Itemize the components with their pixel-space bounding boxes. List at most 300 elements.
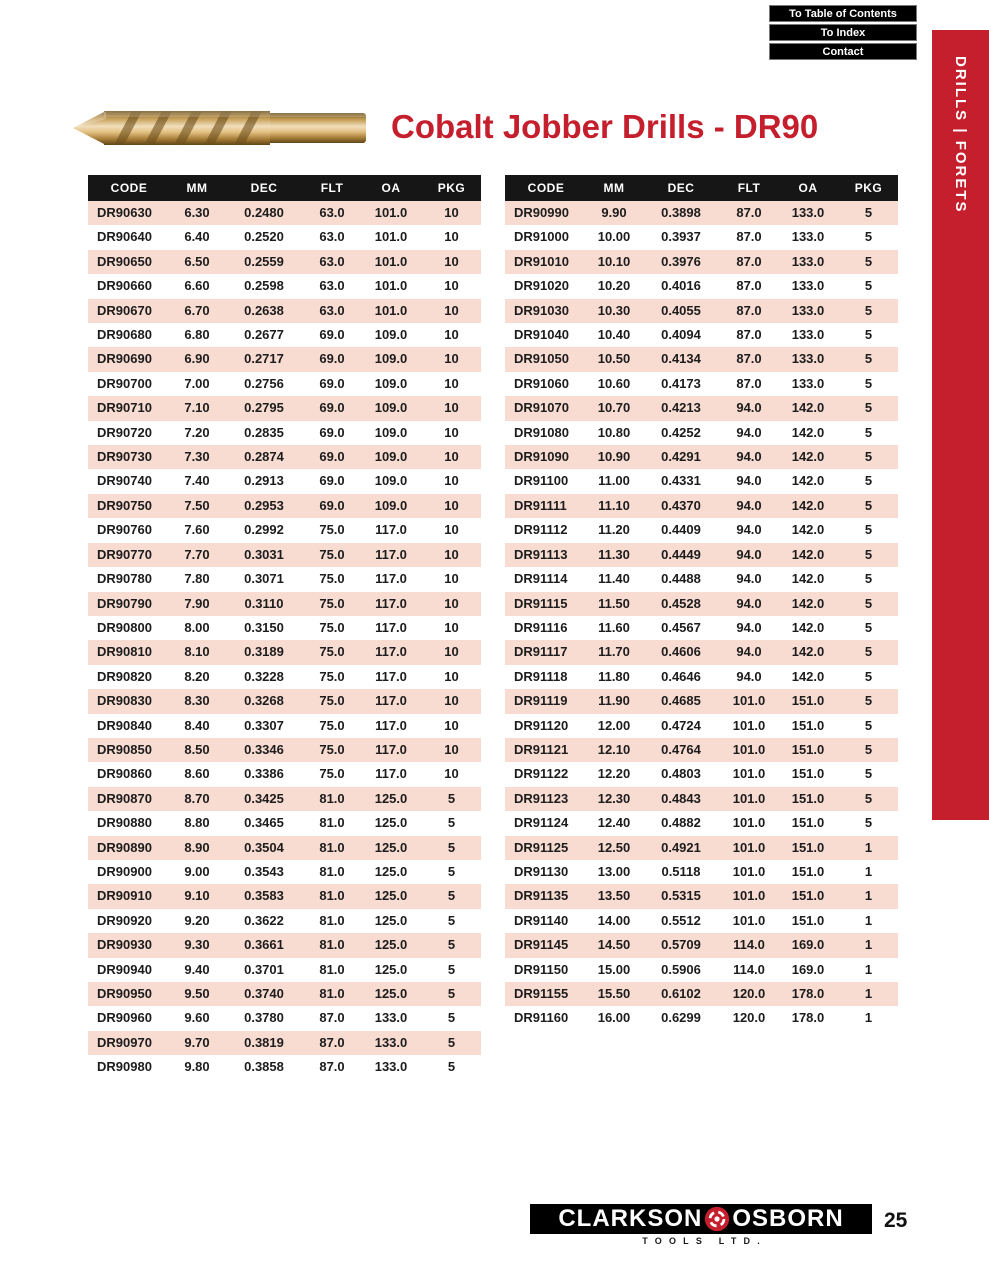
table-cell: 69.0 xyxy=(319,400,345,416)
table-cell: 142.0 xyxy=(791,668,825,684)
table-cell: 15.50 xyxy=(597,986,631,1001)
table-row xyxy=(88,884,481,908)
table-cell: 10 xyxy=(444,717,459,733)
table-cell: 15.00 xyxy=(597,961,631,977)
table-cell: 63.0 xyxy=(319,253,345,269)
table-cell: DR91145 xyxy=(514,937,569,953)
table-cell: 142.0 xyxy=(791,522,825,538)
table-cell: DR91160 xyxy=(514,1010,569,1026)
table-cell: 0.2756 xyxy=(244,375,284,391)
table-cell: 11.40 xyxy=(598,571,630,587)
table-cell: 0.2480 xyxy=(244,205,284,220)
table-cell: 1 xyxy=(864,912,873,928)
table-row xyxy=(505,543,898,567)
table-cell: 101.0 xyxy=(732,790,766,806)
table-row xyxy=(505,958,898,982)
table-cell: 5 xyxy=(864,693,873,709)
table-cell: 109.0 xyxy=(374,449,408,465)
brand-logo-bar xyxy=(530,1204,872,1234)
table-cell: 6.70 xyxy=(184,302,210,318)
column-header: FLT xyxy=(721,175,777,201)
table-row xyxy=(88,860,481,884)
table-cell: DR90760 xyxy=(97,522,152,538)
table-cell: 13.00 xyxy=(597,863,631,879)
table-cell: 0.4409 xyxy=(661,522,701,538)
table-row xyxy=(505,665,898,689)
table-cell: 0.2795 xyxy=(244,400,284,416)
table-cell: DR91125 xyxy=(514,839,569,855)
table-cell: 8.50 xyxy=(184,741,210,757)
table-cell: 151.0 xyxy=(791,741,825,757)
table-cell: 10 xyxy=(444,449,459,465)
table-row xyxy=(505,811,898,835)
table-cell: 94.0 xyxy=(736,644,762,660)
table-cell: DR90870 xyxy=(97,790,152,806)
table-cell: 5 xyxy=(864,473,873,489)
table-row xyxy=(88,567,481,591)
table-cell: 0.4685 xyxy=(661,693,701,709)
table-cell: 75.0 xyxy=(319,619,345,635)
brand-logo-icon xyxy=(704,1206,730,1232)
table-cell: 101.0 xyxy=(732,717,766,733)
table-cell: 0.4488 xyxy=(661,571,701,587)
column-header: OA xyxy=(360,175,422,201)
table-row xyxy=(88,494,481,518)
table-cell: 10.60 xyxy=(597,375,631,391)
table-cell: 0.4803 xyxy=(661,766,701,782)
table-cell: 5 xyxy=(864,375,873,391)
table-cell: DR91112 xyxy=(514,522,568,538)
table-row xyxy=(88,665,481,689)
table-cell: 0.3661 xyxy=(244,937,284,953)
table-cell: 151.0 xyxy=(791,839,825,855)
table-cell: 8.40 xyxy=(184,717,210,733)
table-cell: 5 xyxy=(864,546,873,562)
table-cell: DR91115 xyxy=(514,595,568,611)
table-cell: 94.0 xyxy=(736,619,762,635)
table-row xyxy=(505,274,898,298)
table-cell: 7.30 xyxy=(184,449,210,465)
section-tab-label: DRILLS | FORETS xyxy=(952,56,969,214)
table-cell: 151.0 xyxy=(791,790,825,806)
table-cell: 0.2835 xyxy=(244,424,284,440)
table-cell: DR91118 xyxy=(514,668,568,684)
table-cell: 12.30 xyxy=(597,790,631,806)
table-row xyxy=(505,762,898,786)
table-cell: 5 xyxy=(864,815,873,831)
column-header: FLT xyxy=(304,175,360,201)
table-cell: 8.80 xyxy=(184,815,210,831)
table-cell: 7.00 xyxy=(184,375,210,391)
table-cell: 6.40 xyxy=(184,229,210,245)
nav-to-table-of-contents[interactable]: To Table of Contents xyxy=(769,5,917,22)
table-row xyxy=(88,225,481,249)
table-cell: 125.0 xyxy=(374,888,408,904)
table-cell: 125.0 xyxy=(374,961,408,977)
table-cell: 0.3346 xyxy=(244,741,284,757)
table-cell: 10.20 xyxy=(597,278,631,294)
table-cell: 9.70 xyxy=(184,1034,210,1050)
table-cell: 10.70 xyxy=(597,400,631,416)
table-cell: 101.0 xyxy=(374,229,408,245)
table-row xyxy=(505,396,898,420)
table-cell: 69.0 xyxy=(319,497,345,513)
table-cell: 5 xyxy=(864,766,873,782)
table-row xyxy=(88,689,481,713)
table-cell: 109.0 xyxy=(374,473,408,489)
table-cell: 81.0 xyxy=(319,937,345,953)
table-cell: 87.0 xyxy=(736,327,762,343)
table-cell: 8.30 xyxy=(184,693,210,709)
table-cell: DR91123 xyxy=(514,790,569,806)
table-cell: 87.0 xyxy=(319,1059,345,1075)
table-cell: 142.0 xyxy=(791,644,825,660)
table-header-row xyxy=(505,175,898,201)
table-cell: 117.0 xyxy=(375,766,407,782)
table-cell: 11.20 xyxy=(598,522,630,538)
table-row xyxy=(88,347,481,371)
table-cell: 117.0 xyxy=(375,668,407,684)
table-cell: 0.4606 xyxy=(661,644,701,660)
table-cell: 5 xyxy=(447,790,456,806)
table-cell: 151.0 xyxy=(791,863,825,879)
table-cell: 0.2520 xyxy=(244,229,284,245)
table-cell: 75.0 xyxy=(319,668,345,684)
table-cell: 101.0 xyxy=(732,839,766,855)
table-cell: 63.0 xyxy=(319,229,345,245)
table-row xyxy=(88,933,481,957)
table-cell: 10 xyxy=(444,327,459,343)
table-cell: 120.0 xyxy=(732,1010,766,1026)
table-cell: 12.50 xyxy=(597,839,631,855)
table-cell: 142.0 xyxy=(791,424,825,440)
table-cell: 1 xyxy=(864,961,873,977)
table-cell: 125.0 xyxy=(374,863,408,879)
table-row xyxy=(505,640,898,664)
table-cell: 75.0 xyxy=(319,595,345,611)
table-cell: 5 xyxy=(864,278,873,294)
table-cell: 109.0 xyxy=(374,327,408,343)
table-cell: 9.50 xyxy=(184,986,210,1001)
nav-contact[interactable]: Contact xyxy=(769,43,917,60)
nav-buttons xyxy=(769,5,917,60)
table-row xyxy=(88,518,481,542)
table-cell: 9.00 xyxy=(184,863,210,879)
table-cell: 178.0 xyxy=(791,986,825,1001)
table-cell: 0.4724 xyxy=(661,717,701,733)
table-cell: 7.10 xyxy=(184,400,210,416)
table-cell: DR91130 xyxy=(514,863,569,879)
table-row xyxy=(505,1006,898,1030)
table-cell: 151.0 xyxy=(791,693,825,709)
table-cell: 133.0 xyxy=(791,229,825,245)
table-row xyxy=(88,372,481,396)
table-row xyxy=(505,225,898,249)
table-cell: 16.00 xyxy=(597,1010,631,1026)
table-cell: DR90810 xyxy=(97,644,152,660)
table-cell: 5 xyxy=(864,644,873,660)
table-cell: 10.40 xyxy=(597,327,631,343)
table-cell: DR90890 xyxy=(97,839,152,855)
table-cell: DR90800 xyxy=(97,619,152,635)
table-cell: 94.0 xyxy=(736,473,762,489)
table-cell: 94.0 xyxy=(736,546,762,562)
table-cell: DR90670 xyxy=(97,302,152,318)
table-cell: 109.0 xyxy=(374,351,408,367)
table-cell: 9.80 xyxy=(184,1059,210,1075)
table-row xyxy=(88,250,481,274)
table-cell: 0.3268 xyxy=(244,693,284,709)
table-cell: 5 xyxy=(447,937,456,953)
table-cell: 117.0 xyxy=(375,571,407,587)
table-row xyxy=(88,982,481,1006)
table-cell: 101.0 xyxy=(374,253,408,269)
table-cell: 5 xyxy=(864,741,873,757)
table-cell: 5 xyxy=(864,229,873,245)
table-cell: 142.0 xyxy=(791,449,825,465)
table-cell: 75.0 xyxy=(319,693,345,709)
table-row xyxy=(505,421,898,445)
table-cell: 0.4173 xyxy=(661,375,701,391)
table-cell: DR90880 xyxy=(97,815,152,831)
table-cell: 75.0 xyxy=(319,522,345,538)
table-cell: 5 xyxy=(864,351,873,367)
table-cell: 133.0 xyxy=(791,253,825,269)
table-cell: 10 xyxy=(444,693,459,709)
table-cell: 87.0 xyxy=(736,278,762,294)
table-cell: 7.80 xyxy=(184,571,210,587)
nav-to-index[interactable]: To Index xyxy=(769,24,917,41)
table-cell: 10 xyxy=(444,522,459,538)
table-cell: DR90970 xyxy=(97,1034,152,1050)
table-cell: 0.3858 xyxy=(244,1059,284,1075)
table-cell: 133.0 xyxy=(791,205,825,220)
table-cell: 133.0 xyxy=(374,1010,408,1026)
table-cell: 10 xyxy=(444,546,459,562)
table-cell: 0.3386 xyxy=(244,766,284,782)
table-cell: DR91124 xyxy=(514,815,569,831)
table-cell: DR90860 xyxy=(97,766,152,782)
table-row xyxy=(88,469,481,493)
table-row xyxy=(505,982,898,1006)
column-header: PKG xyxy=(422,175,481,201)
table-row xyxy=(88,543,481,567)
table-row xyxy=(88,201,481,225)
table-cell: 0.3976 xyxy=(661,253,701,269)
table-cell: 69.0 xyxy=(319,424,345,440)
table-cell: 10 xyxy=(444,229,459,245)
table-cell: 9.40 xyxy=(184,961,210,977)
table-row xyxy=(505,884,898,908)
table-cell: 5 xyxy=(447,815,456,831)
table-cell: 178.0 xyxy=(791,1010,825,1026)
table-cell: 7.60 xyxy=(184,522,210,538)
table-cell: 8.00 xyxy=(184,619,210,635)
table-cell: DR91000 xyxy=(514,229,569,245)
table-cell: 94.0 xyxy=(736,449,762,465)
table-cell: 87.0 xyxy=(736,302,762,318)
table-cell: DR90840 xyxy=(97,717,152,733)
table-cell: 0.3189 xyxy=(244,644,284,660)
table-row xyxy=(505,933,898,957)
table-cell: 0.3583 xyxy=(244,888,284,904)
column-header: DEC xyxy=(224,175,304,201)
table-cell: 0.3465 xyxy=(244,815,284,831)
table-cell: 94.0 xyxy=(736,595,762,611)
table-header-row xyxy=(88,175,481,201)
table-cell: 117.0 xyxy=(375,693,407,709)
table-cell: 0.4331 xyxy=(661,473,701,489)
table-cell: 142.0 xyxy=(791,546,825,562)
table-cell: 81.0 xyxy=(319,790,345,806)
table-row xyxy=(88,445,481,469)
table-row xyxy=(505,738,898,762)
table-cell: 0.6299 xyxy=(661,1010,701,1026)
table-cell: 1 xyxy=(864,863,873,879)
table-cell: 94.0 xyxy=(736,522,762,538)
table-cell: 0.3622 xyxy=(244,912,284,928)
table-row xyxy=(505,909,898,933)
table-cell: 101.0 xyxy=(374,278,408,294)
table-cell: 11.30 xyxy=(598,546,630,562)
table-row xyxy=(88,811,481,835)
table-cell: 0.2992 xyxy=(244,522,284,538)
table-cell: 1 xyxy=(864,937,873,953)
table-cell: 125.0 xyxy=(374,839,408,855)
table-cell: 5 xyxy=(864,302,873,318)
table-cell: 9.10 xyxy=(184,888,210,904)
table-cell: 10.00 xyxy=(597,229,631,245)
table-cell: DR90900 xyxy=(97,863,152,879)
table-cell: 87.0 xyxy=(319,1010,345,1026)
table-cell: 5 xyxy=(447,1034,456,1050)
table-cell: DR91060 xyxy=(514,375,569,391)
table-cell: DR90740 xyxy=(97,473,152,489)
table-cell: 0.3819 xyxy=(244,1034,284,1050)
table-cell: 10 xyxy=(444,595,459,611)
table-cell: 0.5512 xyxy=(661,912,701,928)
table-cell: 0.3110 xyxy=(244,595,284,611)
table-cell: 133.0 xyxy=(791,278,825,294)
table-cell: 0.4921 xyxy=(661,839,701,855)
table-cell: 0.4370 xyxy=(661,497,701,513)
table-cell: DR91090 xyxy=(514,449,569,465)
table-cell: DR90960 xyxy=(97,1010,152,1026)
table-cell: 5 xyxy=(864,253,873,269)
table-cell: 8.60 xyxy=(184,766,210,782)
table-cell: 10 xyxy=(444,644,459,660)
table-cell: 5 xyxy=(447,961,456,977)
table-cell: 0.2953 xyxy=(244,497,284,513)
table-cell: 120.0 xyxy=(732,986,766,1001)
table-cell: 6.30 xyxy=(184,205,210,220)
table-row xyxy=(505,299,898,323)
table-cell: 5 xyxy=(864,400,873,416)
table-cell: 1 xyxy=(864,986,873,1001)
table-row xyxy=(505,469,898,493)
table-cell: DR90750 xyxy=(97,497,152,513)
table-cell: 81.0 xyxy=(319,912,345,928)
table-cell: 0.2559 xyxy=(244,253,284,269)
table-cell: 10.90 xyxy=(597,449,631,465)
table-row xyxy=(505,787,898,811)
table-cell: 6.80 xyxy=(184,327,210,343)
table-cell: 14.50 xyxy=(597,937,631,953)
table-cell: 5 xyxy=(864,619,873,635)
column-header: CODE xyxy=(505,175,587,201)
table-cell: 10 xyxy=(444,302,459,318)
table-cell: 169.0 xyxy=(791,937,825,953)
table-row xyxy=(88,958,481,982)
table-cell: 10 xyxy=(444,400,459,416)
brand-tagline: TOOLS LTD. xyxy=(642,1236,767,1246)
table-cell: 94.0 xyxy=(736,424,762,440)
table-cell: 133.0 xyxy=(791,302,825,318)
table-cell: 10 xyxy=(444,424,459,440)
table-cell: 0.5906 xyxy=(661,961,701,977)
table-row xyxy=(505,347,898,371)
table-cell: 0.4055 xyxy=(661,302,701,318)
table-cell: DR91119 xyxy=(514,693,568,709)
table-cell: 10 xyxy=(444,741,459,757)
table-cell: 101.0 xyxy=(732,766,766,782)
table-cell: 125.0 xyxy=(374,815,408,831)
table-cell: 69.0 xyxy=(319,327,345,343)
drill-table-right xyxy=(505,175,902,1031)
table-cell: 114.0 xyxy=(733,937,765,953)
table-cell: DR91113 xyxy=(514,546,568,562)
table-row xyxy=(88,762,481,786)
table-cell: 1 xyxy=(864,839,873,855)
table-cell: DR91111 xyxy=(514,497,567,513)
table-cell: 11.70 xyxy=(598,644,630,660)
table-row xyxy=(505,616,898,640)
brand-clarkson: CLARKSON xyxy=(558,1205,703,1232)
table-cell: 75.0 xyxy=(319,571,345,587)
table-cell: DR91080 xyxy=(514,424,569,440)
table-cell: 94.0 xyxy=(736,497,762,513)
table-cell: 69.0 xyxy=(319,351,345,367)
table-cell: 0.4764 xyxy=(661,741,701,757)
table-cell: 0.4291 xyxy=(661,449,701,465)
table-cell: 0.5315 xyxy=(661,888,701,904)
table-cell: DR90650 xyxy=(97,253,152,269)
table-cell: 5 xyxy=(864,790,873,806)
table-cell: 0.4213 xyxy=(661,400,701,416)
table-row xyxy=(88,1055,481,1079)
table-cell: 10 xyxy=(444,571,459,587)
table-cell: 5 xyxy=(447,1059,456,1075)
column-header: MM xyxy=(170,175,224,201)
table-cell: 101.0 xyxy=(732,815,766,831)
table-cell: 87.0 xyxy=(736,253,762,269)
table-cell: DR91020 xyxy=(514,278,569,294)
table-row xyxy=(505,714,898,738)
table-cell: 1 xyxy=(864,1010,873,1026)
table-row xyxy=(505,518,898,542)
table-cell: DR90710 xyxy=(97,400,152,416)
table-cell: 0.2598 xyxy=(244,278,284,294)
table-cell: 109.0 xyxy=(374,375,408,391)
table-cell: 117.0 xyxy=(375,644,407,660)
table-cell: 101.0 xyxy=(732,863,766,879)
table-cell: 63.0 xyxy=(319,302,345,318)
table-cell: DR90640 xyxy=(97,229,152,245)
table-cell: 125.0 xyxy=(374,937,408,953)
table-cell: 12.10 xyxy=(597,741,631,757)
section-tab-drills[interactable] xyxy=(932,30,989,820)
brand-osborn: OSBORN xyxy=(732,1205,844,1232)
